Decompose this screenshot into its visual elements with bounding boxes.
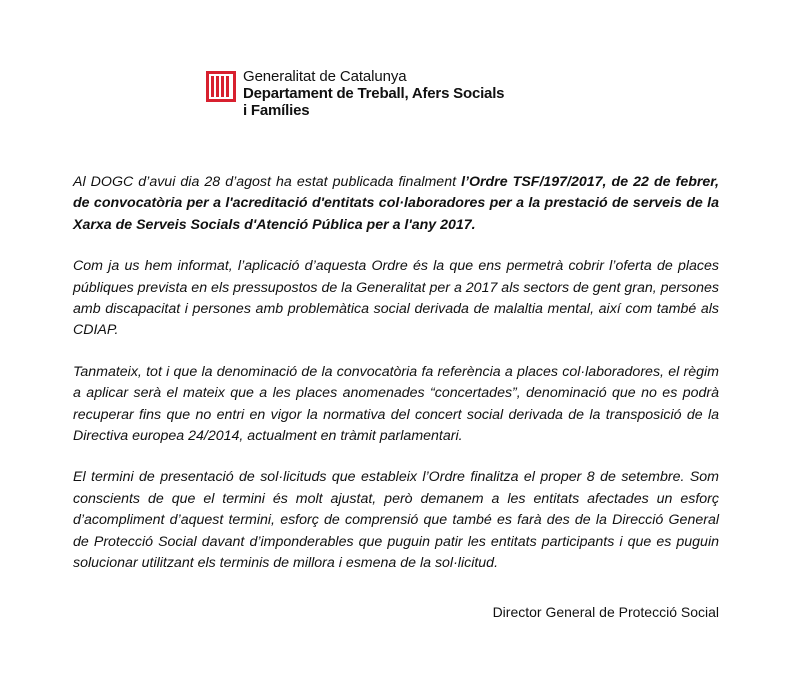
organization-name [243, 68, 504, 119]
paragraph-3: Tanmateix, tot i que la denominació de la convocatòria fa referència a places col·laboradores, el règim a aplicar serà el mateix que a les places anomenades “concertades”, denominació que no es podrà recuperar fins que no entri en vigor la normativa del concert social derivada de la transposició de la Directiva europea 24/2014, actualment en tràmit parlamentari. [73, 363, 719, 445]
department-name-line1: Departament de Treball, Afers Socials [243, 85, 505, 102]
paragraph-1-intro: Al DOGC d’avui dia 28 d’agost ha estat publicada finalment [73, 174, 462, 190]
signature: Director General de Protecció Social [492, 604, 719, 620]
letterhead [206, 68, 504, 119]
paragraph-2: Com ja us hem informat, l’aplicació d’aquesta Ordre és la que ens permetrà cobrir l’oferta de places públiques prevista en els pressupostos de la Generalitat per a 2017 als sectors de gent gran, persones amb discapacitat i persones amb problemàtica social derivada de malaltia mental, així com també als CDIAP. [73, 258, 719, 339]
letter-body [73, 172, 719, 595]
government-name: Generalitat de Catalunya [243, 68, 407, 85]
paragraph-4: El termini de presentació de sol·licituds que estableix l’Ordre finalitza el proper 8 de setembre. Som conscients de que el termini és molt ajustat, però demanem a les entitats afectades un esforç d’acompliment d’aquest termini, esforç de comprensió que també es farà des de la Direcció General de Protecció Social davant d’imponderables que puguin patir les entitats participants i que es puguin solucionar utilitzant els terminis de millora i esmena de la sol·licitud. [73, 469, 719, 572]
paragraph-1-order-title: l’Ordre TSF/197/2017, de 22 de febrer, de convocatòria per a l'acreditació d'entitats col·laboradores per a la prestació de serveis de la Xarxa de Serveis Socials d'Atenció Pública per a l'any 2017. [73, 174, 719, 233]
department-name-line2: i Famílies [243, 102, 310, 119]
generalitat-logo-icon [206, 71, 236, 102]
paragraph-1 [73, 172, 719, 236]
